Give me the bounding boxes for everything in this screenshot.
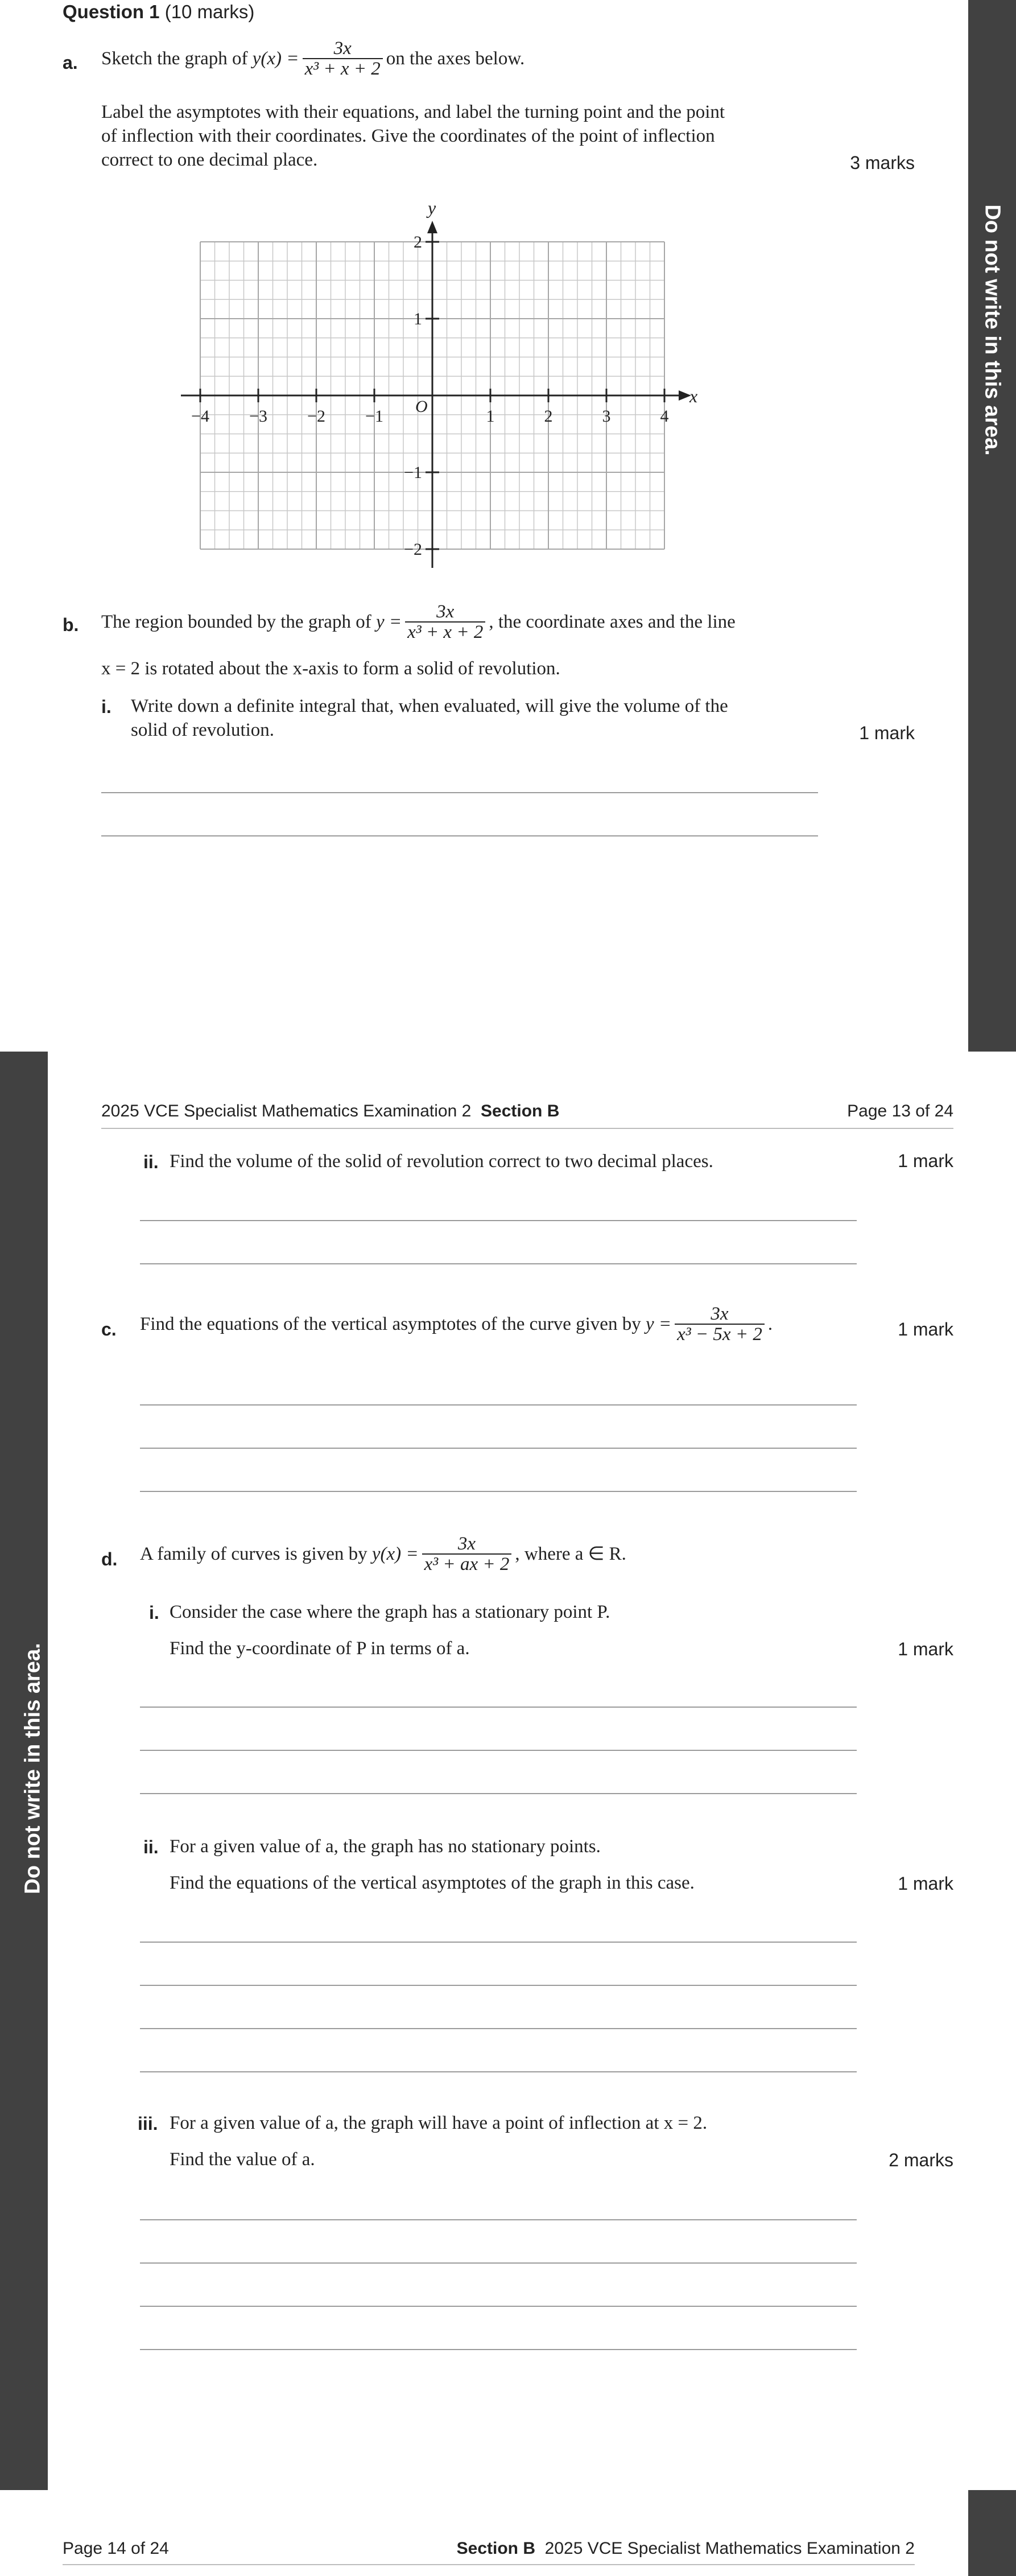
answer-line[interactable]	[140, 2219, 857, 2220]
part-b-text-pre: The region bounded by the graph of	[101, 612, 371, 632]
part-b-i-line2: solid of revolution.	[131, 720, 275, 740]
part-b-stem	[101, 602, 736, 642]
y-axis-arrow	[427, 221, 437, 233]
x-tick-label: 1	[486, 407, 495, 426]
part-b-i-marks: 1 mark	[859, 723, 915, 743]
part-a-frac-num: 3x	[333, 38, 352, 59]
right-margin-bar-bottom	[968, 2490, 1016, 2576]
answer-line[interactable]	[140, 1220, 857, 1221]
part-c-frac-num: 3x	[711, 1304, 729, 1324]
header-section: Section B	[481, 1102, 560, 1120]
part-c-func: y =	[645, 1314, 672, 1334]
part-a-line2: of inflection with their coordinates. Give the coordinates of the point of inflection	[101, 126, 715, 146]
header-page-number: Page 13 of 24	[847, 1102, 953, 1120]
x-tick-label: 2	[544, 407, 553, 426]
part-a-line1: Label the asymptotes with their equations, and label the turning point and the point	[101, 102, 725, 122]
part-d-ii-marks: 1 mark	[898, 1873, 953, 1894]
answer-line[interactable]	[101, 835, 818, 836]
footer-rule	[63, 2564, 915, 2565]
part-d-frac-num: 3x	[457, 1534, 476, 1554]
part-d-iii-line2: Find the value of a.	[170, 2149, 315, 2170]
part-c-text-post: .	[767, 1314, 773, 1334]
part-d-i-marks: 1 mark	[898, 1639, 953, 1659]
x-tick-label: −3	[249, 407, 267, 426]
part-a-instructions	[101, 100, 841, 172]
part-b-i-text	[131, 694, 842, 742]
part-d-text-pre: A family of curves is given by	[140, 1544, 367, 1564]
part-d-iii-label: iii.	[138, 2113, 158, 2134]
part-a-label: a.	[63, 52, 78, 73]
right-margin-text: Do not write in this area.	[980, 204, 1005, 456]
y-tick-label: 1	[414, 310, 422, 328]
part-d-ii-label: ii.	[143, 1837, 159, 1857]
answer-line[interactable]	[140, 1750, 857, 1751]
answer-line[interactable]	[140, 1707, 857, 1708]
y-tick-label: −2	[404, 540, 422, 559]
answer-line[interactable]	[140, 2262, 857, 2264]
part-c-text-pre: Find the equations of the vertical asymptotes of the curve given by	[140, 1314, 641, 1334]
footer-page-number: Page 14 of 24	[63, 2539, 169, 2558]
answer-line[interactable]	[140, 1404, 857, 1406]
x-tick-label: 3	[602, 407, 611, 426]
header-rule	[101, 1128, 953, 1129]
part-a-line3: correct to one decimal place.	[101, 150, 318, 170]
answer-line[interactable]	[140, 2028, 857, 2029]
part-d-fraction	[422, 1534, 512, 1574]
answer-line[interactable]	[140, 1448, 857, 1449]
part-a-stem	[101, 39, 524, 79]
part-a-text-pre: Sketch the graph of	[101, 48, 248, 69]
part-d-func: y(x) =	[371, 1544, 419, 1564]
y-axis-label: y	[428, 197, 436, 218]
part-c-marks: 1 mark	[898, 1319, 953, 1339]
origin-label: O	[415, 397, 428, 416]
x-tick-label: −2	[307, 407, 325, 426]
part-a-marks: 3 marks	[850, 153, 915, 173]
graph-axes	[171, 188, 711, 586]
part-d-ii-line1: For a given value of a, the graph has no stationary points.	[170, 1836, 601, 1857]
part-c-label: c.	[101, 1319, 117, 1339]
footer-section: Section B	[456, 2539, 535, 2558]
part-b-ii-text: Find the volume of the solid of revolution correct to two decimal places.	[170, 1151, 713, 1172]
part-d-i-line2: Find the y-coordinate of P in terms of a.	[170, 1638, 470, 1659]
answer-line[interactable]	[140, 1793, 857, 1794]
part-b-fraction	[405, 602, 485, 642]
y-tick-label: 2	[414, 233, 422, 252]
question-heading	[63, 1, 254, 23]
part-d-iii-line1: For a given value of a, the graph will have a point of inflection at x = 2.	[170, 2113, 708, 2133]
part-a-func: y(x) =	[252, 48, 299, 69]
part-d-iii-marks: 2 marks	[889, 2150, 953, 2170]
part-b-i-label: i.	[101, 696, 111, 717]
answer-line[interactable]	[140, 1263, 857, 1264]
part-b-text-post: , the coordinate axes and the line	[489, 612, 736, 632]
answer-line[interactable]	[140, 2349, 857, 2350]
answer-line[interactable]	[101, 792, 818, 793]
part-b-ii-label: ii.	[143, 1152, 159, 1172]
answer-line[interactable]	[140, 2071, 857, 2072]
part-b-frac-den: x³ + x + 2	[405, 621, 485, 642]
part-a-fraction	[303, 39, 383, 79]
part-d-i-line1: Consider the case where the graph has a stationary point P.	[170, 1602, 610, 1622]
answer-line[interactable]	[140, 2306, 857, 2307]
part-c-stem	[140, 1304, 773, 1344]
page13-header	[101, 1102, 559, 1121]
part-a-frac-den: x³ + x + 2	[303, 58, 383, 79]
x-tick-label: −4	[191, 407, 209, 426]
part-d-ii-line2: Find the equations of the vertical asymptotes of the graph in this case.	[170, 1873, 695, 1893]
part-b-ii-marks: 1 mark	[898, 1151, 953, 1171]
question-marks: (10 marks)	[164, 1, 255, 22]
question-title: Question 1	[63, 1, 160, 22]
answer-line[interactable]	[140, 1985, 857, 1986]
right-margin-bar	[968, 0, 1016, 1052]
part-c-frac-den: x³ − 5x + 2	[675, 1324, 765, 1344]
part-b-line2: x = 2 is rotated about the x-axis to form a solid of revolution.	[101, 658, 560, 679]
footer-right: 2025 VCE Specialist Mathematics Examination 2	[544, 2539, 915, 2558]
part-d-frac-den: x³ + ax + 2	[422, 1553, 512, 1574]
header-left: 2025 VCE Specialist Mathematics Examination 2	[101, 1102, 472, 1120]
part-c-fraction	[675, 1304, 765, 1344]
part-b-func: y =	[375, 612, 402, 632]
answer-line[interactable]	[140, 1942, 857, 1943]
part-a-text-post: on the axes below.	[386, 48, 525, 69]
y-tick-label: −1	[404, 463, 422, 482]
page14-footer	[457, 2539, 915, 2558]
part-d-label: d.	[101, 1549, 118, 1569]
part-d-stem	[140, 1534, 626, 1574]
answer-line[interactable]	[140, 1491, 857, 1492]
x-tick-label: −1	[365, 407, 383, 426]
part-b-label: b.	[63, 615, 79, 635]
part-b-frac-num: 3x	[436, 601, 455, 622]
part-d-i-label: i.	[149, 1602, 159, 1623]
x-tick-label: 4	[660, 407, 669, 426]
left-margin-text: Do not write in this area.	[20, 1643, 45, 1894]
part-b-i-line1: Write down a definite integral that, when evaluated, will give the volume of the	[131, 696, 728, 716]
x-axis-label: x	[689, 386, 698, 406]
part-d-text-post: , where a ∈ R.	[515, 1544, 626, 1564]
